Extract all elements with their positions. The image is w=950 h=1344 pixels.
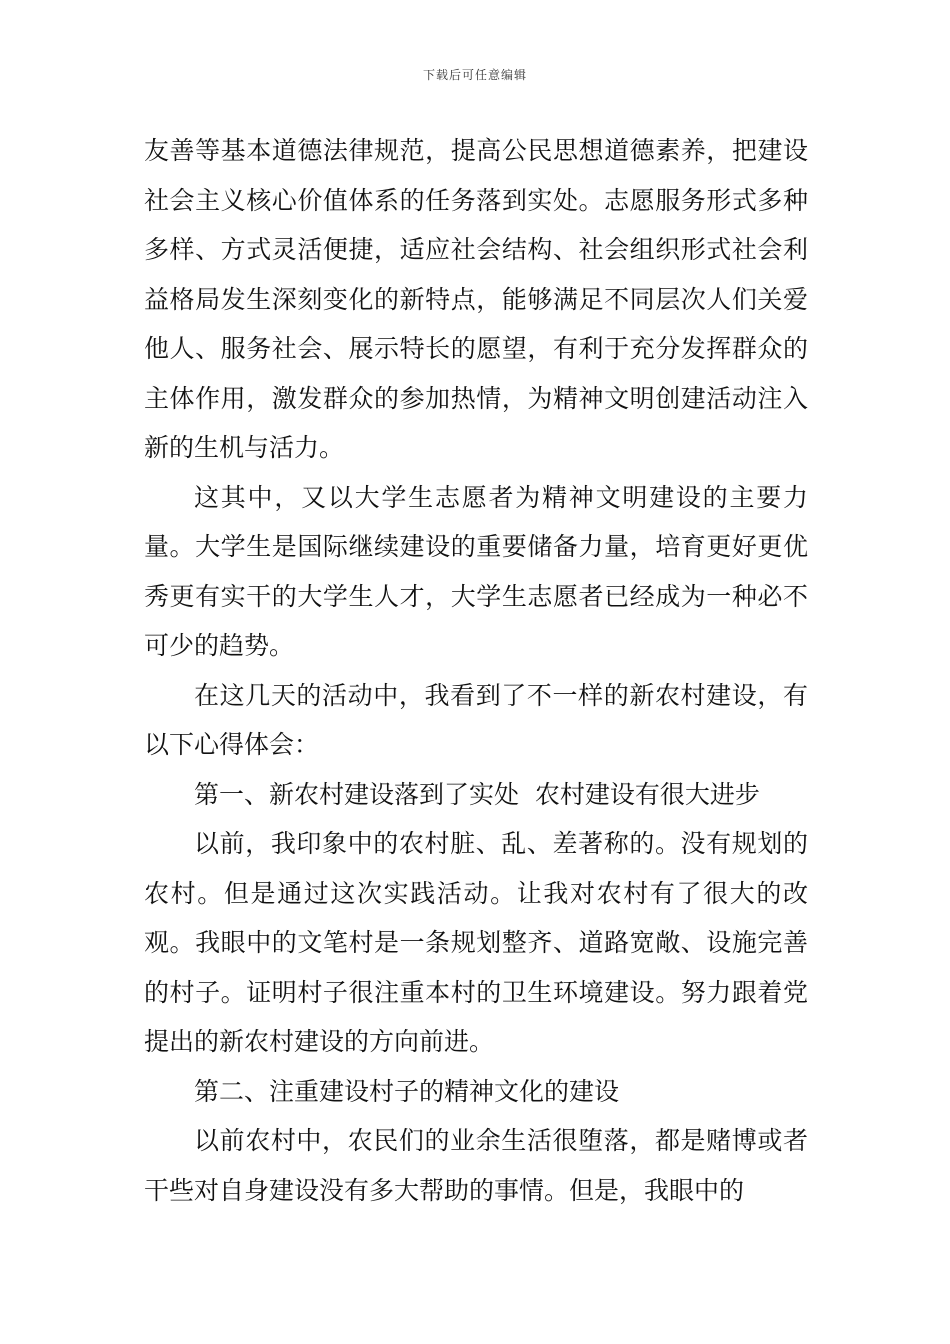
paragraph-activity-intro: 在这几天的活动中，我看到了不一样的新农村建设，有以下心得体会： [144, 680, 808, 759]
document-body [144, 126, 808, 1215]
heading-point-one: 第一、新农村建设落到了实处 农村建设有很大进步 [194, 779, 760, 809]
paragraph-continuation: 友善等基本道德法律规范，提高公民思想道德素养，把建设社会主义核心价值体系的任务落到实处。志愿服务形式多种多样、方式灵活便捷，适应社会结构、社会组织形式社会利益格局发生深刻变化的新特点，能够满足不同层次人们关爱他人、服务社会、展示特长的愿望，有利于充分发挥群众的主体作用，激发群众的参加热情，为精神文明创建活动注入新的生机与活力。 [144, 136, 808, 462]
paragraph-volunteers: 这其中，又以大学生志愿者为精神文明建设的主要力量。大学生是国际继续建设的重要储备力量，培育更好更优秀更有实干的大学生人才，大学生志愿者已经成为一种必不可少的趋势。 [144, 482, 808, 660]
heading-point-two: 第二、注重建设村子的精神文化的建设 [194, 1076, 620, 1106]
paragraph-point-one: 以前，我印象中的农村脏、乱、差著称的。没有规划的农村。但是通过这次实践活动。让我对农村有了很大的改观。我眼中的文笔村是一条规划整齐、道路宽敞、设施完善的村子。证明村子很注重本村的卫生环境建设。努力跟着党提出的新农村建设的方向前进。 [144, 829, 808, 1056]
paragraph-point-two: 以前农村中，农民们的业余生活很堕落，都是赌博或者干些对自身建设没有多大帮助的事情。但是，我眼中的 [144, 1126, 808, 1205]
header-note: 下载后可任意编辑 [422, 68, 527, 82]
